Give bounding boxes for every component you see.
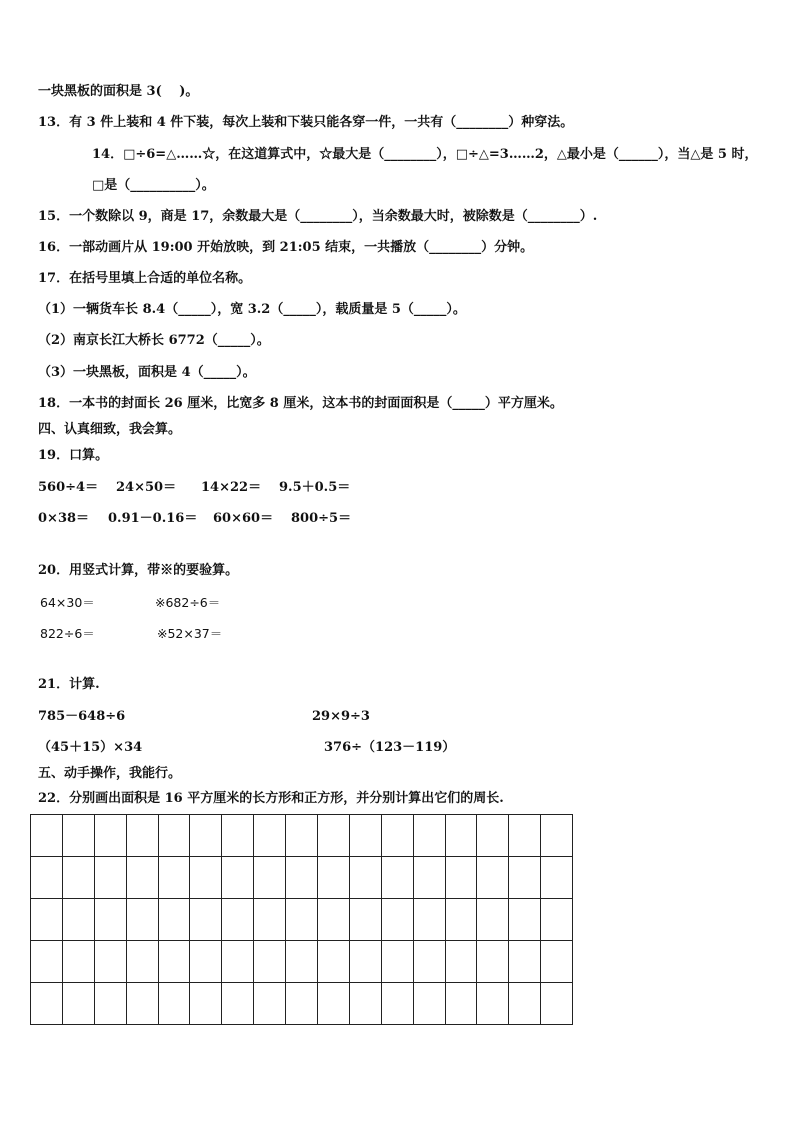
grid-cell[interactable]	[541, 857, 573, 899]
vertical-item: 822÷6＝	[40, 626, 95, 641]
question-22: 22．分别画出面积是 16 平方厘米的长方形和正方形，并分别计算出它们的周长.	[38, 791, 504, 806]
grid-cell[interactable]	[190, 815, 222, 857]
grid-cell[interactable]	[509, 941, 541, 983]
grid-cell[interactable]	[94, 815, 126, 857]
oral-item: 0.91－0.16＝	[108, 511, 198, 526]
section-4-heading: 四、认真细致，我会算。	[38, 422, 182, 437]
calc-item: （45＋15）×34	[38, 740, 143, 755]
question-16: 16．一部动画片从 19:00 开始放映，到 21:05 结束，一共播放（________）分钟。	[38, 240, 534, 255]
grid-row	[31, 941, 573, 983]
grid-cell[interactable]	[158, 857, 190, 899]
grid-cell[interactable]	[445, 941, 477, 983]
grid-cell[interactable]	[190, 857, 222, 899]
grid-cell[interactable]	[349, 815, 381, 857]
grid-cell[interactable]	[94, 857, 126, 899]
vertical-item: ※682÷6＝	[155, 595, 221, 610]
grid-cell[interactable]	[190, 899, 222, 941]
calc-item: 376÷（123－119）	[324, 740, 456, 755]
grid-cell[interactable]	[509, 983, 541, 1025]
question-15: 15．一个数除以 9，商是 17，余数最大是（________），当余数最大时，被除数是（________）.	[38, 209, 598, 224]
oral-item: 14×22＝	[201, 480, 262, 495]
grid-cell[interactable]	[413, 941, 445, 983]
grid-cell[interactable]	[413, 899, 445, 941]
grid-cell[interactable]	[381, 815, 413, 857]
grid-cell[interactable]	[158, 941, 190, 983]
grid-cell[interactable]	[254, 941, 286, 983]
grid-cell[interactable]	[318, 899, 350, 941]
grid-cell[interactable]	[445, 857, 477, 899]
grid-cell[interactable]	[158, 899, 190, 941]
grid-cell[interactable]	[541, 941, 573, 983]
question-17-3: （3）一块黑板，面积是 4（_____）。	[38, 365, 256, 380]
grid-cell[interactable]	[477, 815, 509, 857]
grid-cell[interactable]	[318, 983, 350, 1025]
grid-cell[interactable]	[62, 983, 94, 1025]
grid-cell[interactable]	[477, 941, 509, 983]
oral-item: 800÷5＝	[291, 511, 352, 526]
grid-cell[interactable]	[62, 899, 94, 941]
grid-cell[interactable]	[541, 899, 573, 941]
grid-cell[interactable]	[31, 857, 63, 899]
grid-cell[interactable]	[381, 899, 413, 941]
grid-cell[interactable]	[445, 815, 477, 857]
oral-item: 0×38＝	[38, 511, 90, 526]
question-14-line1: 14．□÷6=△……☆，在这道算式中，☆最大是（________），□÷△=3……2，△最小是（______），当△是 5 时，	[92, 147, 758, 162]
vertical-item: ※52×37＝	[157, 626, 223, 641]
grid-cell[interactable]	[222, 857, 254, 899]
grid-cell[interactable]	[541, 983, 573, 1025]
grid-cell[interactable]	[381, 941, 413, 983]
grid-cell[interactable]	[286, 857, 318, 899]
grid-cell[interactable]	[94, 983, 126, 1025]
question-17-1: （1）一辆货车长 8.4（_____），宽 3.2（_____），载质量是 5（_____）。	[38, 302, 466, 317]
question-21: 21．计算.	[38, 677, 100, 692]
grid-cell[interactable]	[286, 983, 318, 1025]
grid-cell[interactable]	[349, 983, 381, 1025]
grid-cell[interactable]	[445, 983, 477, 1025]
grid-cell[interactable]	[349, 899, 381, 941]
grid-cell[interactable]	[254, 899, 286, 941]
grid-cell[interactable]	[286, 941, 318, 983]
line-blackboard-area: 一块黑板的面积是 3( )。	[38, 84, 199, 99]
grid-cell[interactable]	[190, 983, 222, 1025]
grid-cell[interactable]	[477, 899, 509, 941]
grid-cell[interactable]	[31, 941, 63, 983]
question-19: 19．口算。	[38, 448, 109, 463]
section-5-heading: 五、动手操作，我能行。	[38, 766, 182, 781]
grid-cell[interactable]	[254, 857, 286, 899]
grid-cell[interactable]	[413, 815, 445, 857]
question-18: 18．一本书的封面长 26 厘米，比宽多 8 厘米，这本书的封面面积是（_____）平方厘米。	[38, 396, 563, 411]
question-20: 20．用竖式计算，带※的要验算。	[38, 563, 239, 578]
grid-cell[interactable]	[31, 899, 63, 941]
grid-cell[interactable]	[62, 815, 94, 857]
calc-item: 29×9÷3	[312, 709, 370, 724]
grid-cell[interactable]	[222, 899, 254, 941]
oral-item: 60×60＝	[213, 511, 274, 526]
oral-item: 560÷4＝	[38, 480, 99, 495]
calc-item: 785－648÷6	[38, 709, 126, 724]
grid-cell[interactable]	[158, 983, 190, 1025]
grid-cell[interactable]	[509, 857, 541, 899]
grid-cell[interactable]	[126, 815, 158, 857]
grid-cell[interactable]	[318, 815, 350, 857]
grid-cell[interactable]	[381, 983, 413, 1025]
grid-cell[interactable]	[541, 815, 573, 857]
grid-cell[interactable]	[318, 941, 350, 983]
grid-cell[interactable]	[126, 983, 158, 1025]
grid-cell[interactable]	[509, 815, 541, 857]
grid-cell[interactable]	[477, 857, 509, 899]
vertical-item: 64×30＝	[40, 595, 95, 610]
grid-row	[31, 857, 573, 899]
oral-item: 24×50＝	[116, 480, 177, 495]
grid-cell[interactable]	[254, 983, 286, 1025]
grid-cell[interactable]	[413, 857, 445, 899]
drawing-grid[interactable]	[30, 814, 573, 1025]
grid-cell[interactable]	[31, 815, 63, 857]
oral-item: 9.5＋0.5＝	[279, 480, 351, 495]
grid-row	[31, 983, 573, 1025]
grid-cell[interactable]	[318, 857, 350, 899]
grid-cell[interactable]	[31, 983, 63, 1025]
question-13: 13．有 3 件上装和 4 件下装，每次上装和下装只能各穿一件，一共有（________）种穿法。	[38, 115, 574, 130]
question-17-2: （2）南京长江大桥长 6772（_____）。	[38, 333, 270, 348]
grid-cell[interactable]	[94, 899, 126, 941]
grid-cell[interactable]	[126, 941, 158, 983]
question-17: 17．在括号里填上合适的单位名称。	[38, 271, 252, 286]
grid-cell[interactable]	[254, 815, 286, 857]
grid-cell[interactable]	[349, 857, 381, 899]
grid-cell[interactable]	[126, 899, 158, 941]
grid-row	[31, 899, 573, 941]
grid-row	[31, 815, 573, 857]
grid-cell[interactable]	[413, 983, 445, 1025]
grid-cell[interactable]	[349, 941, 381, 983]
grid-cell[interactable]	[222, 941, 254, 983]
grid-cell[interactable]	[509, 899, 541, 941]
question-14-line2: □是（__________）。	[92, 178, 215, 193]
grid-cell[interactable]	[477, 983, 509, 1025]
grid-cell[interactable]	[445, 899, 477, 941]
grid-cell[interactable]	[222, 983, 254, 1025]
grid-cell[interactable]	[190, 941, 222, 983]
grid-cell[interactable]	[222, 815, 254, 857]
grid-cell[interactable]	[286, 899, 318, 941]
grid-cell[interactable]	[381, 857, 413, 899]
grid-cell[interactable]	[126, 857, 158, 899]
grid-cell[interactable]	[94, 941, 126, 983]
grid-cell[interactable]	[62, 857, 94, 899]
grid-cell[interactable]	[286, 815, 318, 857]
grid-cell[interactable]	[158, 815, 190, 857]
grid-cell[interactable]	[62, 941, 94, 983]
